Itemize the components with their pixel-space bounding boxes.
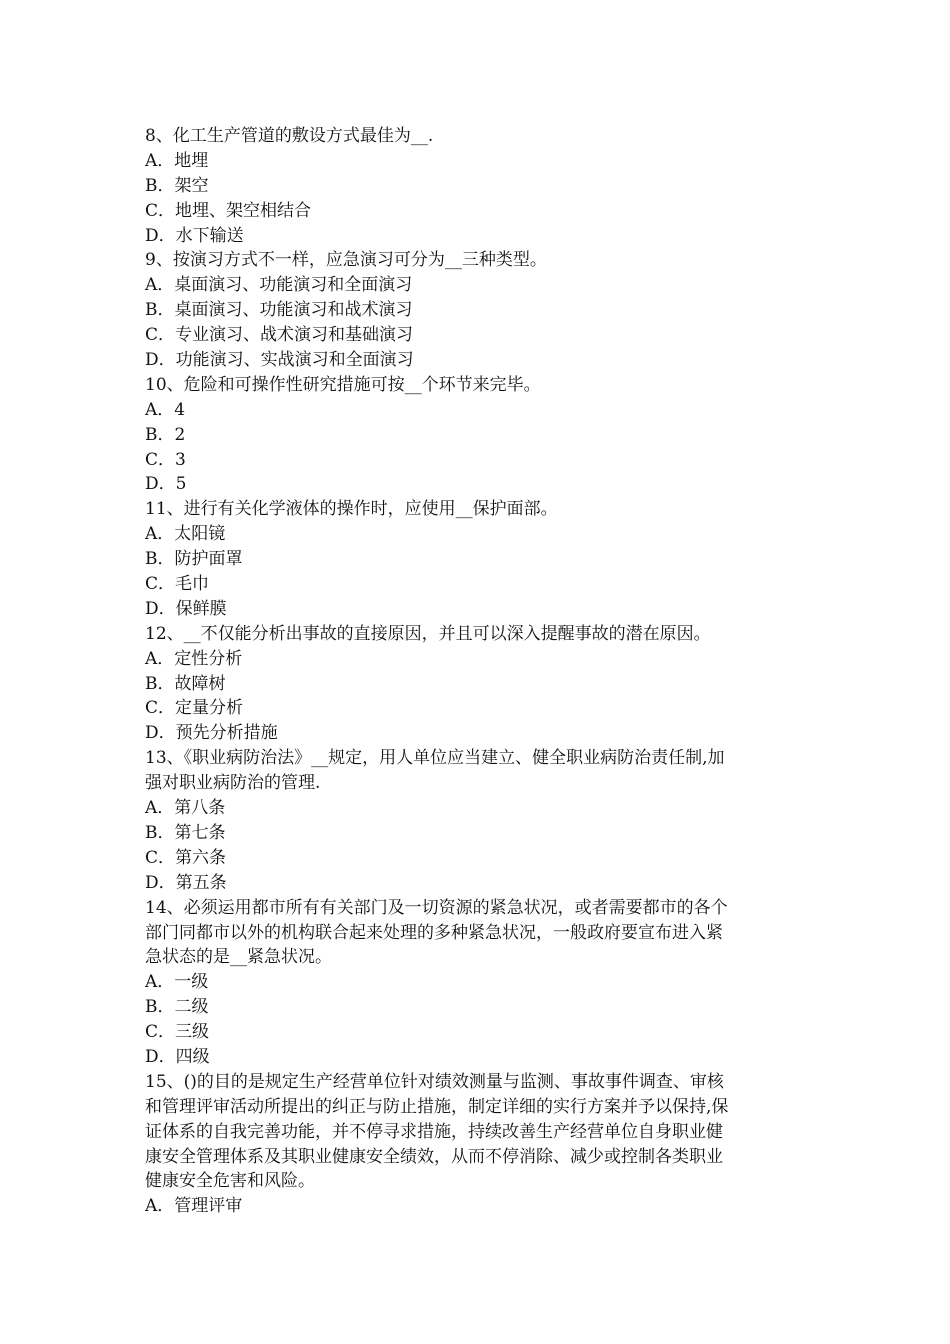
question-stem-line: 和管理评审活动所提出的纠正与防止措施，制定详细的实行方案并予以保持,保 bbox=[145, 1096, 729, 1117]
option-c: C．专业演习、战术演习和基础演习 bbox=[145, 325, 414, 346]
question-11 bbox=[145, 497, 810, 621]
question-9 bbox=[145, 248, 810, 372]
question-stem: 9、按演习方式不一样，应急演习可分为__三种类型。 bbox=[145, 250, 547, 271]
option-a: A．一级 bbox=[145, 972, 209, 993]
option-b: B．防护面罩 bbox=[145, 549, 243, 570]
question-stem: 8、化工生产管道的敷设方式最佳为__. bbox=[145, 126, 434, 146]
option-a: A．地埋 bbox=[145, 150, 209, 171]
option-c: C．第六条 bbox=[145, 847, 227, 868]
question-15 bbox=[145, 1070, 810, 1219]
question-stem: 11、进行有关化学液体的操作时，应使用__保护面部。 bbox=[145, 499, 558, 520]
option-a: A．太阳镜 bbox=[145, 524, 226, 545]
question-8 bbox=[145, 124, 810, 248]
option-d: D．四级 bbox=[145, 1046, 210, 1067]
option-a: A．第八条 bbox=[145, 798, 226, 819]
option-c: C．定量分析 bbox=[145, 698, 244, 719]
question-stem: 12、__不仅能分析出事故的直接原因，并且可以深入提醒事故的潜在原因。 bbox=[145, 623, 711, 644]
option-b: B．二级 bbox=[145, 997, 209, 1018]
option-b: B．桌面演习、功能演习和战术演习 bbox=[145, 300, 413, 321]
option-d: D．5 bbox=[145, 474, 187, 495]
option-d: D．预先分析措施 bbox=[145, 723, 278, 744]
option-a: A．管理评审 bbox=[145, 1196, 243, 1217]
option-c: C．三级 bbox=[145, 1022, 210, 1043]
question-13 bbox=[145, 746, 810, 895]
option-b: B．第七条 bbox=[145, 822, 226, 843]
question-stem-line: 13、《职业病防治法》__规定，用人单位应当建立、健全职业病防治责任制,加 bbox=[145, 748, 725, 769]
option-a: A．4 bbox=[145, 399, 186, 420]
option-b: B．故障树 bbox=[145, 673, 226, 694]
question-stem-line: 15、()的目的是规定生产经营单位针对绩效测量与监测、事故事件调查、审核 bbox=[145, 1071, 724, 1092]
document-page bbox=[145, 124, 810, 1219]
question-stem-line: 证体系的自我完善功能，并不停寻求措施，持续改善生产经营单位自身职业健 bbox=[145, 1121, 723, 1142]
question-stem-line: 健康安全危害和风险。 bbox=[145, 1171, 315, 1192]
option-b: B．2 bbox=[145, 424, 186, 445]
question-stem-line: 急状态的是__紧急状况。 bbox=[145, 947, 332, 968]
option-c: C．毛巾 bbox=[145, 574, 210, 595]
option-a: A．定性分析 bbox=[145, 648, 243, 669]
option-d: D．水下输送 bbox=[145, 225, 244, 246]
option-c: C．3 bbox=[145, 449, 186, 470]
question-stem-line: 康安全管理体系及其职业健康安全绩效，从而不停消除、减少或控制各类职业 bbox=[145, 1146, 723, 1167]
option-c: C．地埋、架空相结合 bbox=[145, 200, 312, 221]
question-stem-line: 部门同都市以外的机构联合起来处理的多种紧急状况，一般政府要宣布进入紧 bbox=[145, 922, 723, 943]
question-14 bbox=[145, 896, 810, 1070]
option-d: D．保鲜膜 bbox=[145, 598, 227, 619]
question-stem-line: 14、必须运用都市所有有关部门及一切资源的紧急状况，或者需要都市的各个 bbox=[145, 897, 728, 918]
question-12 bbox=[145, 622, 810, 746]
question-10 bbox=[145, 373, 810, 497]
option-d: D．功能演习、实战演习和全面演习 bbox=[145, 350, 414, 371]
question-stem-line: 强对职业病防治的管理. bbox=[145, 773, 321, 794]
option-d: D．第五条 bbox=[145, 872, 227, 893]
option-b: B．架空 bbox=[145, 175, 209, 196]
option-a: A．桌面演习、功能演习和全面演习 bbox=[145, 275, 413, 296]
question-stem: 10、危险和可操作性研究措施可按__个环节来完毕。 bbox=[145, 374, 541, 395]
